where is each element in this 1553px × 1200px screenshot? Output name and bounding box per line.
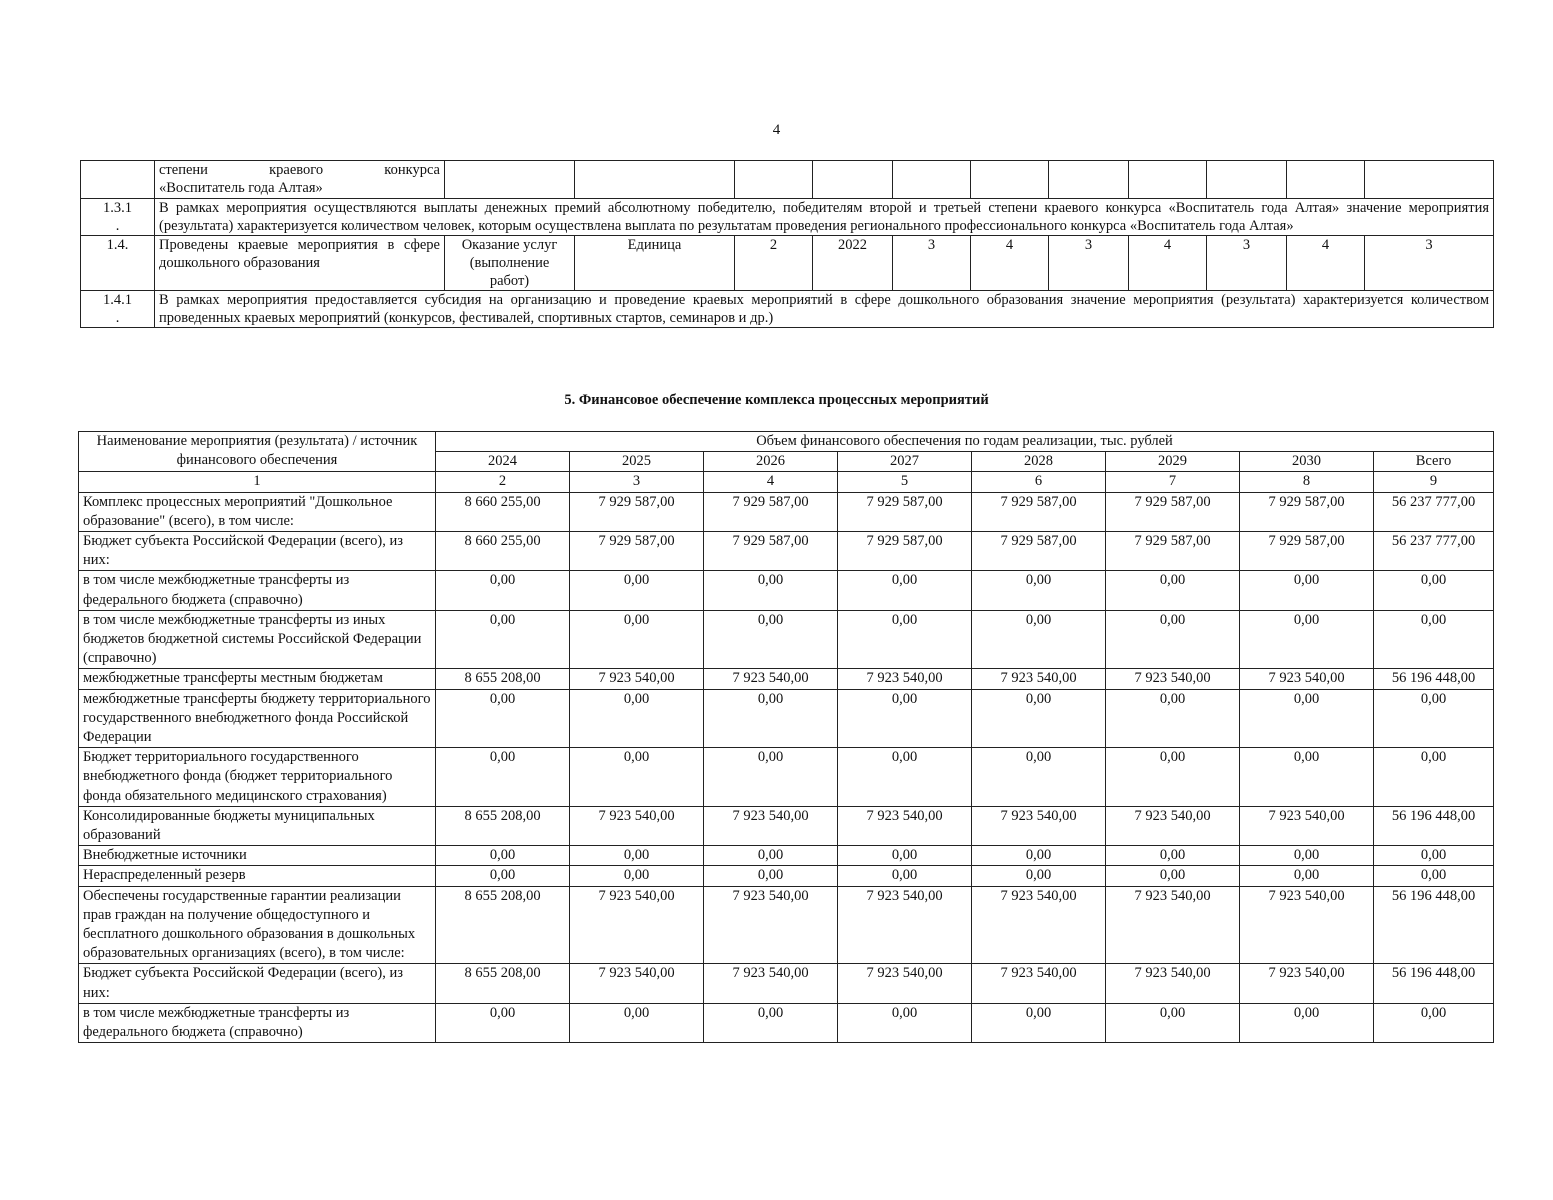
year-value: 7 929 587,00 [1106,532,1240,571]
base-value-cell: 2 [735,236,813,291]
year-value: 0,00 [838,610,972,669]
page-number: 4 [772,122,781,138]
year-value: 7 923 540,00 [704,669,838,689]
year-value: 0,00 [972,1003,1106,1042]
finance-table-body [79,492,1494,1043]
value-cell: 3 [1049,236,1129,291]
table-row [79,866,1494,886]
year-value: 0,00 [570,1003,704,1042]
table-row [79,964,1494,1003]
row-number: 1.4. [81,236,155,291]
row-name: в том числе межбюджетные трансферты из федерального бюджета (справочно) [79,1003,436,1042]
column-number: 8 [1240,472,1374,492]
header-name: Наименование мероприятия (результата) / источник финансового обеспечения [79,432,436,472]
year-value: 7 923 540,00 [838,806,972,845]
table-row [79,571,1494,610]
total-header: Всего [1374,452,1494,472]
year-value: 8 660 255,00 [436,492,570,531]
row-number: 1.3.1 . [81,199,155,236]
year-value: 0,00 [1240,866,1374,886]
year-value: 0,00 [436,866,570,886]
row-name: межбюджетные трансферты бюджету территориального государственного внебюджетного фонда Российской Федерации [79,689,436,748]
year-header: 2029 [1106,452,1240,472]
year-header: 2024 [436,452,570,472]
year-value: 7 923 540,00 [972,669,1106,689]
value-cell: 3 [893,236,971,291]
unit-cell: Единица [575,236,735,291]
column-number: 6 [972,472,1106,492]
year-value: 7 923 540,00 [972,806,1106,845]
year-value: 7 923 540,00 [1106,886,1240,964]
year-value: 7 929 587,00 [1240,532,1374,571]
year-value: 0,00 [570,571,704,610]
year-value: 0,00 [972,748,1106,807]
year-value: 7 923 540,00 [1240,669,1374,689]
table-row [81,161,1494,199]
result-name-cell: степени краевого конкурса «Воспитатель года Алтая» [155,161,445,199]
year-value: 0,00 [1240,748,1374,807]
year-value: 0,00 [436,610,570,669]
year-value: 7 923 540,00 [570,806,704,845]
row-name: Бюджет субъекта Российской Федерации (всего), из них: [79,532,436,571]
result-type-cell: Оказание услуг (выполнение работ) [445,236,575,291]
year-value: 0,00 [570,748,704,807]
year-value: 0,00 [972,866,1106,886]
year-value: 7 923 540,00 [1106,964,1240,1003]
total-value: 56 196 448,00 [1374,886,1494,964]
year-value: 0,00 [570,610,704,669]
year-value: 7 929 587,00 [704,492,838,531]
table-row [79,806,1494,845]
total-value: 56 237 777,00 [1374,492,1494,531]
year-value: 7 923 540,00 [704,964,838,1003]
year-value: 7 929 587,00 [1240,492,1374,531]
year-value: 7 923 540,00 [1106,669,1240,689]
year-value: 0,00 [838,571,972,610]
row-name: Консолидированные бюджеты муниципальных образований [79,806,436,845]
year-value: 0,00 [436,846,570,866]
table-row [79,689,1494,748]
value-cell: 4 [1129,236,1207,291]
year-value: 0,00 [838,846,972,866]
year-value: 0,00 [570,846,704,866]
column-numbers-row [79,472,1494,492]
justified-line: степени краевого конкурса [159,162,440,178]
year-value: 0,00 [838,689,972,748]
year-value: 0,00 [1240,846,1374,866]
year-value: 0,00 [838,866,972,886]
row-name: Внебюджетные источники [79,846,436,866]
year-value: 0,00 [436,689,570,748]
value-cell: 4 [971,236,1049,291]
year-value: 0,00 [1106,689,1240,748]
year-value: 0,00 [1240,689,1374,748]
year-value: 7 923 540,00 [838,669,972,689]
year-value: 0,00 [436,571,570,610]
year-value: 7 923 540,00 [838,964,972,1003]
year-value: 0,00 [704,1003,838,1042]
year-value: 7 923 540,00 [972,886,1106,964]
total-value: 0,00 [1374,748,1494,807]
total-value: 56 196 448,00 [1374,964,1494,1003]
year-value: 0,00 [570,689,704,748]
year-value: 8 655 208,00 [436,964,570,1003]
year-value: 0,00 [838,748,972,807]
table-row [79,610,1494,669]
year-value: 7 923 540,00 [704,806,838,845]
total-value: 0,00 [1374,846,1494,866]
year-header: 2027 [838,452,972,472]
total-value: 56 196 448,00 [1374,806,1494,845]
row-name: в том числе межбюджетные трансферты из федерального бюджета (справочно) [79,571,436,610]
year-value: 8 655 208,00 [436,806,570,845]
total-value: 0,00 [1374,866,1494,886]
value-cell: 3 [1365,236,1494,291]
column-number: 7 [1106,472,1240,492]
year-value: 0,00 [704,571,838,610]
year-value: 0,00 [1106,610,1240,669]
year-value: 0,00 [436,1003,570,1042]
year-value: 7 923 540,00 [972,964,1106,1003]
year-value: 0,00 [1106,866,1240,886]
year-value: 8 655 208,00 [436,669,570,689]
year-header: 2025 [570,452,704,472]
column-number: 9 [1374,472,1494,492]
total-value: 56 196 448,00 [1374,669,1494,689]
year-value: 7 929 587,00 [704,532,838,571]
year-value: 0,00 [1106,571,1240,610]
year-header: 2030 [1240,452,1374,472]
base-year-cell: 2022 [813,236,893,291]
finance-table [78,431,1494,1043]
year-value: 0,00 [436,748,570,807]
year-header: 2028 [972,452,1106,472]
column-number: 5 [838,472,972,492]
row-name: в том числе межбюджетные трансферты из иных бюджетов бюджетной системы Российской Федерации (справочно) [79,610,436,669]
year-value: 0,00 [972,689,1106,748]
table-row [79,532,1494,571]
year-value: 7 923 540,00 [570,886,704,964]
description-cell: В рамках мероприятия предоставляется субсидия на организацию и проведение краевых мероприятий в сфере дошкольного образования значение мероприятия (результата) характеризуется количеством проведенных краевых мероприятий (конкурсов, фестивалей, спортивных стартов, семинаров и др.) [155,291,1494,328]
description-cell: В рамках мероприятия осуществляются выплаты денежных премий абсолютному победителю, победителям второй и третьей степени краевого конкурса «Воспитатель года Алтая» значение мероприятия (результата) характеризуется количеством человек, которым осуществлена выплата по результатам проведения регионального профессионального конкурса «Воспитатель года Алтая» [155,199,1494,236]
year-value: 0,00 [972,610,1106,669]
column-number: 4 [704,472,838,492]
year-value: 0,00 [570,866,704,886]
year-value: 7 923 540,00 [704,886,838,964]
table-row [81,199,1494,236]
table-row [79,748,1494,807]
table-row [79,492,1494,531]
year-value: 0,00 [1106,748,1240,807]
table-row [81,291,1494,328]
year-value: 7 923 540,00 [570,964,704,1003]
year-value: 0,00 [704,689,838,748]
value-cell: 3 [1207,236,1287,291]
year-value: 7 923 540,00 [1240,886,1374,964]
results-table [80,160,1494,328]
table-row [79,1003,1494,1042]
column-number: 3 [570,472,704,492]
year-value: 7 923 540,00 [1240,806,1374,845]
table-row [79,846,1494,866]
year-value: 0,00 [1106,1003,1240,1042]
year-value: 7 929 587,00 [972,492,1106,531]
year-value: 7 929 587,00 [972,532,1106,571]
year-value: 7 923 540,00 [1240,964,1374,1003]
year-header: 2026 [704,452,838,472]
row-name: Комплекс процессных мероприятий "Дошкольное образование" (всего), в том числе: [79,492,436,531]
year-value: 0,00 [972,846,1106,866]
row-name: межбюджетные трансферты местным бюджетам [79,669,436,689]
section-title: 5. Финансовое обеспечение комплекса процессных мероприятий [564,392,989,408]
year-value: 7 929 587,00 [838,532,972,571]
year-value: 7 923 540,00 [570,669,704,689]
year-value: 0,00 [1240,610,1374,669]
year-value: 0,00 [1106,846,1240,866]
table-row [79,669,1494,689]
year-value: 7 929 587,00 [570,532,704,571]
table-row [81,236,1494,291]
year-value: 7 923 540,00 [838,886,972,964]
year-value: 0,00 [704,610,838,669]
year-value: 0,00 [704,866,838,886]
total-value: 56 237 777,00 [1374,532,1494,571]
total-value: 0,00 [1374,610,1494,669]
column-number: 1 [79,472,436,492]
year-value: 0,00 [972,571,1106,610]
year-value: 0,00 [1240,571,1374,610]
row-name: Бюджет территориального государственного внебюджетного фонда (бюджет территориального фонда обязательного медицинского страхования) [79,748,436,807]
year-value: 7 929 587,00 [838,492,972,531]
value-cell: 4 [1287,236,1365,291]
table-row [79,886,1494,964]
result-name-cell: Проведены краевые мероприятия в сфере дошкольного образования [155,236,445,291]
year-value: 7 923 540,00 [1106,806,1240,845]
header-row [79,432,1494,452]
year-value: 0,00 [1240,1003,1374,1042]
year-value: 7 929 587,00 [1106,492,1240,531]
row-name: Обеспечены государственные гарантии реализации прав граждан на получение общедоступного и бесплатного дошкольного образования в дошкольных образовательных организациях (всего), в том числе: [79,886,436,964]
year-value: 0,00 [838,1003,972,1042]
year-value: 8 660 255,00 [436,532,570,571]
year-value: 0,00 [704,748,838,807]
row-name: Бюджет субъекта Российской Федерации (всего), из них: [79,964,436,1003]
year-value: 0,00 [704,846,838,866]
total-value: 0,00 [1374,689,1494,748]
row-number: 1.4.1 . [81,291,155,328]
header-volume: Объем финансового обеспечения по годам реализации, тыс. рублей [436,432,1494,452]
year-value: 8 655 208,00 [436,886,570,964]
total-value: 0,00 [1374,571,1494,610]
year-value: 7 929 587,00 [570,492,704,531]
column-number: 2 [436,472,570,492]
row-name: Нераспределенный резерв [79,866,436,886]
total-value: 0,00 [1374,1003,1494,1042]
